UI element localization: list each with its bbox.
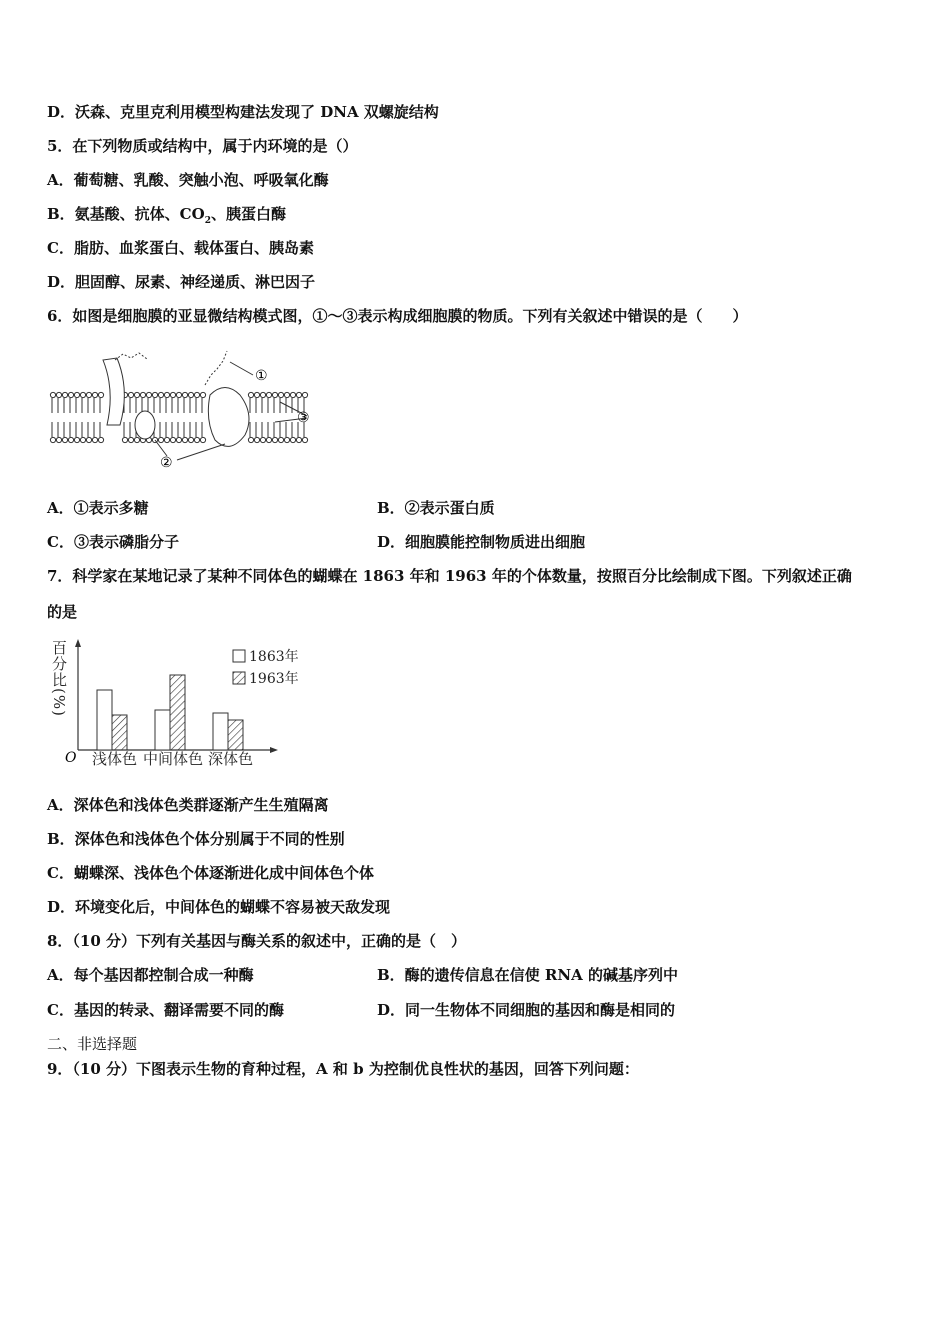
question-8: 8．（10 分）下列有关基因与酶关系的叙述中，正确的是（ ） — [47, 932, 467, 950]
bar-1963年-深体色 — [228, 720, 243, 750]
section-2-heading: 二、非选择题 — [47, 1035, 138, 1053]
q8-option-d: D．同一生物体不同细胞的基因和酶是相同的 — [377, 1001, 676, 1019]
phospholipid-head — [158, 392, 163, 397]
phospholipid-head — [134, 392, 139, 397]
phospholipid-head — [68, 437, 73, 442]
phospholipid-head — [56, 392, 61, 397]
legend-swatch — [233, 650, 245, 662]
phospholipid-head — [176, 392, 181, 397]
phospholipid-head — [164, 392, 169, 397]
bar-1863年-浅体色 — [97, 690, 112, 750]
question-7: 7．科学家在某地记录了某种不同体色的蝴蝶在 1863 年和 1963 年的个体数量，按照百分比绘制成下图。下列叙述正确 — [47, 567, 852, 585]
phospholipid-head — [254, 437, 259, 442]
q6-option-b: B．②表示蛋白质 — [377, 499, 495, 517]
legend-label: 1963年 — [249, 671, 299, 687]
q8-option-b: B．酶的遗传信息在信使 RNA 的碱基序列中 — [377, 966, 678, 984]
q5-option-c: C．脂肪、血浆蛋白、载体蛋白、胰岛素 — [47, 239, 314, 257]
q8-option-c: C．基因的转录、翻译需要不同的酶 — [47, 1001, 284, 1019]
phospholipid-head — [176, 437, 181, 442]
phospholipid-head — [80, 437, 85, 442]
category-label: 深体色 — [208, 750, 254, 768]
membrane-label-1: ① — [255, 368, 268, 384]
phospholipid-head — [248, 392, 253, 397]
phospholipid-head — [74, 392, 79, 397]
q7-option-a: A．深体色和浅体色类群逐渐产生生殖隔离 — [47, 796, 329, 814]
cell-membrane-diagram — [45, 340, 320, 475]
phospholipid-head — [188, 437, 193, 442]
phospholipid-head — [86, 392, 91, 397]
phospholipid-head — [92, 437, 97, 442]
category-label: 浅体色 — [92, 750, 138, 768]
question-6: 6．如图是细胞膜的亚显微结构模式图，①～③表示构成细胞膜的物质。下列有关叙述中错误的是（ ） — [47, 307, 748, 325]
phospholipid-head — [296, 437, 301, 442]
phospholipid-head — [68, 392, 73, 397]
phospholipid-head — [140, 392, 145, 397]
phospholipid-head — [194, 392, 199, 397]
q5b-text: B．氨基酸、抗体、CO — [47, 205, 205, 223]
q7-option-d: D．环境变化后，中间体色的蝴蝶不容易被天敌发现 — [47, 898, 391, 916]
q7-option-b: B．深体色和浅体色个体分别属于不同的性别 — [47, 830, 345, 848]
q5-option-a: A．葡萄糖、乳酸、突触小泡、呼吸氧化酶 — [47, 171, 329, 189]
phospholipid-head — [254, 392, 259, 397]
phospholipid-head — [146, 392, 151, 397]
y-axis-label: 百分比(%) — [50, 640, 68, 717]
phospholipid-head — [62, 392, 67, 397]
phospholipid-head — [278, 437, 283, 442]
phospholipid-head — [278, 392, 283, 397]
phospholipid-head — [98, 392, 103, 397]
q6-option-c: C．③表示磷脂分子 — [47, 533, 179, 551]
phospholipid-head — [266, 392, 271, 397]
q6-option-a: A．①表示多糖 — [47, 499, 149, 517]
question-7-cont: 的是 — [47, 603, 78, 621]
phospholipid-head — [260, 437, 265, 442]
phospholipid-head — [290, 437, 295, 442]
phospholipid-head — [86, 437, 91, 442]
phospholipid-head — [62, 437, 67, 442]
legend-swatch — [233, 672, 245, 684]
phospholipid-head — [134, 437, 139, 442]
phospholipid-head — [170, 437, 175, 442]
phospholipid-head — [182, 437, 187, 442]
category-label: 中间体色 — [143, 750, 204, 768]
question-9: 9．（10 分）下图表示生物的育种过程，A 和 b 为控制优良性状的基因，回答下列问题： — [47, 1060, 639, 1078]
bar-1863年-中间体色 — [155, 710, 170, 750]
phospholipid-head — [92, 392, 97, 397]
phospholipid-head — [170, 392, 175, 397]
phospholipid-head — [50, 437, 55, 442]
bar-1863年-深体色 — [213, 713, 228, 750]
phospholipid-head — [260, 392, 265, 397]
phospholipid-head — [200, 437, 205, 442]
butterfly-color-bar-chart — [45, 635, 299, 770]
q5b-text-post: 、胰蛋白酶 — [210, 205, 286, 223]
phospholipid-head — [50, 392, 55, 397]
legend-label: 1863年 — [249, 649, 299, 665]
phospholipid-head — [296, 392, 301, 397]
phospholipid-head — [272, 437, 277, 442]
phospholipid-head — [194, 437, 199, 442]
phospholipid-head — [200, 392, 205, 397]
phospholipid-head — [158, 437, 163, 442]
q5-option-b — [47, 204, 286, 231]
phospholipid-head — [188, 392, 193, 397]
phospholipid-head — [128, 437, 133, 442]
q5b-subscript: 2 — [204, 216, 211, 226]
phospholipid-head — [248, 437, 253, 442]
phospholipid-head — [302, 437, 307, 442]
q4-option-d: D．沃森、克里克利用模型构建法发现了 DNA 双螺旋结构 — [47, 103, 439, 121]
phospholipid-head — [266, 437, 271, 442]
phospholipid-head — [272, 392, 277, 397]
origin-label: O — [65, 750, 77, 766]
q5-option-d: D．胆固醇、尿素、神经递质、淋巴因子 — [47, 273, 316, 291]
q7-option-c: C．蝴蝶深、浅体色个体逐渐进化成中间体色个体 — [47, 864, 374, 882]
phospholipid-head — [164, 437, 169, 442]
phospholipid-head — [128, 392, 133, 397]
phospholipid-head — [122, 437, 127, 442]
membrane-label-2: ② — [160, 455, 173, 471]
phospholipid-head — [152, 392, 157, 397]
bar-1963年-浅体色 — [112, 715, 127, 750]
phospholipid-head — [56, 437, 61, 442]
phospholipid-head — [302, 392, 307, 397]
phospholipid-head — [284, 437, 289, 442]
phospholipid-head — [98, 437, 103, 442]
phospholipid-head — [74, 437, 79, 442]
phospholipid-head — [290, 392, 295, 397]
phospholipid-head — [182, 392, 187, 397]
membrane-label-3: ③ — [297, 410, 310, 426]
bar-1963年-中间体色 — [170, 675, 185, 750]
question-5: 5．在下列物质或结构中，属于内环境的是（） — [47, 137, 358, 155]
phospholipid-head — [80, 392, 85, 397]
q8-option-a: A．每个基因都控制合成一种酶 — [47, 966, 254, 984]
q6-option-d: D．细胞膜能控制物质进出细胞 — [377, 533, 586, 551]
phospholipid-head — [284, 392, 289, 397]
